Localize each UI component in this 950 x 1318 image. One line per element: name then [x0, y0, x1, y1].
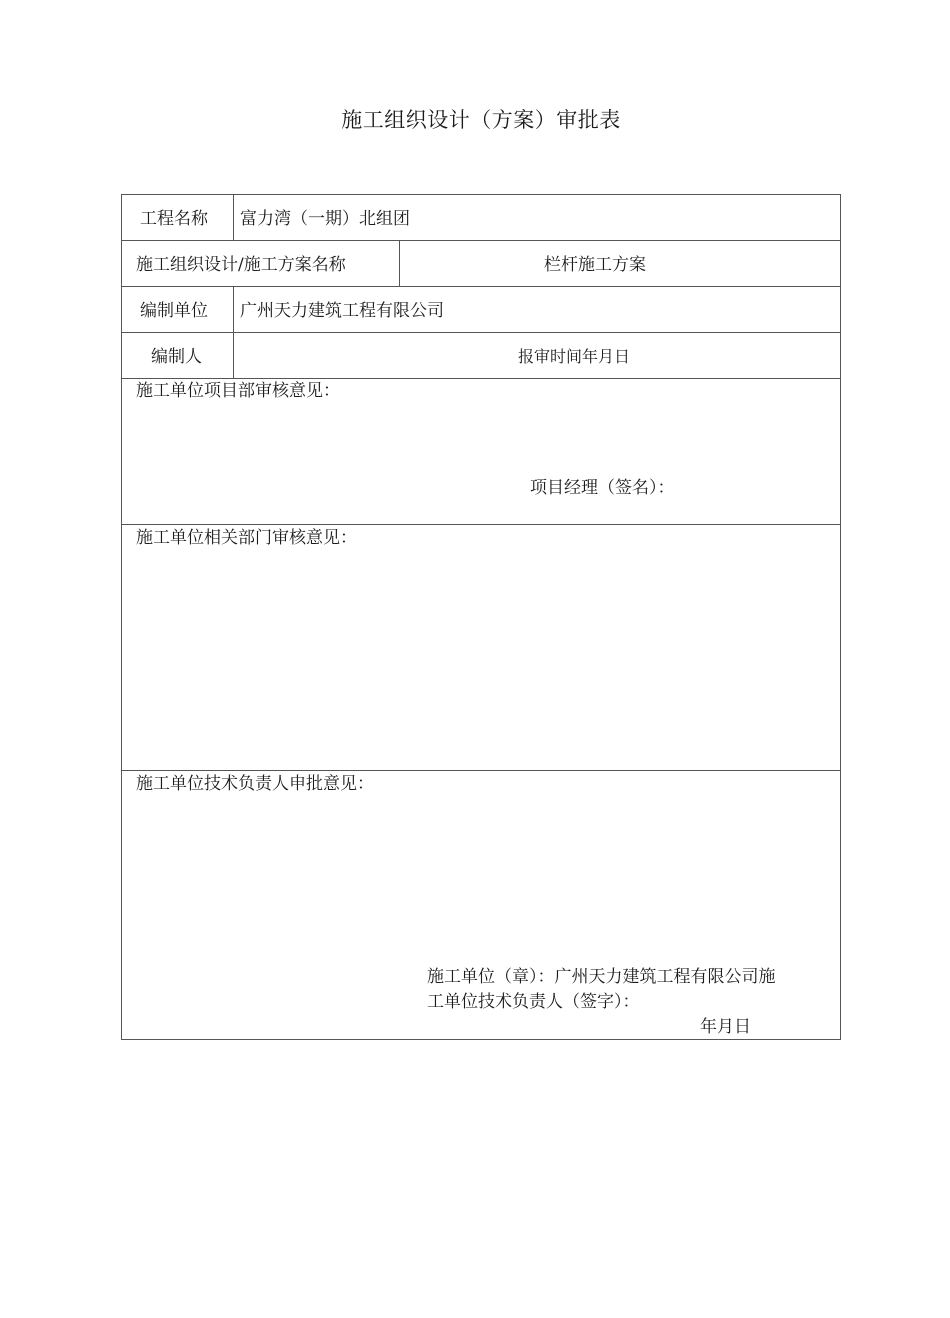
- prepared-by-unit-value: 广州天力建筑工程有限公司: [240, 301, 444, 321]
- related-dept-review-label: 施工单位相关部门审核意见：: [136, 528, 357, 548]
- project-name-label: 工程名称: [140, 209, 208, 229]
- column-divider: [233, 286, 234, 378]
- project-manager-sign-label: 项目经理（签名）：: [530, 478, 675, 498]
- row-divider: [122, 770, 840, 771]
- submit-time-label: 报审时间年月日: [518, 347, 631, 366]
- approval-form-table: [121, 194, 841, 1040]
- plan-name-value: 栏杆施工方案: [544, 255, 646, 275]
- preparer-label: 编制人: [151, 347, 202, 367]
- company-stamp-line: 施工单位（章）：广州天力建筑工程有限公司施: [427, 967, 776, 987]
- row-divider: [122, 378, 840, 379]
- page-title: 施工组织设计（方案）审批表: [341, 108, 621, 132]
- date-line: 年月日: [700, 1017, 751, 1037]
- column-divider: [233, 195, 234, 240]
- project-name-value: 富力湾（一期）北组团: [240, 209, 410, 229]
- tech-lead-approval-label: 施工单位技术负责人申批意见：: [136, 774, 374, 794]
- column-divider: [399, 240, 400, 286]
- row-divider: [122, 524, 840, 525]
- prepared-by-unit-label: 编制单位: [140, 301, 208, 321]
- row-divider: [122, 240, 840, 241]
- row-divider: [122, 286, 840, 287]
- project-dept-review-label: 施工单位项目部审核意见：: [136, 381, 340, 401]
- plan-name-label: 施工组织设计/施工方案名称: [136, 255, 346, 275]
- tech-lead-sign-line: 工单位技术负责人（签字）：: [427, 992, 640, 1012]
- row-divider: [122, 332, 840, 333]
